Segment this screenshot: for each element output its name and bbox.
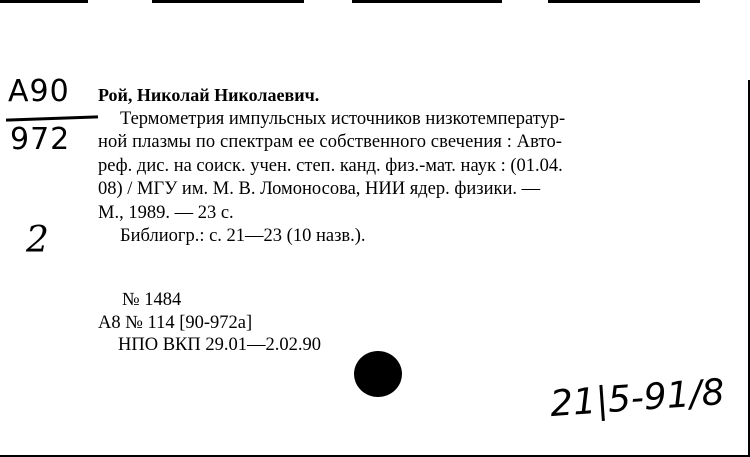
- description-line: реф. дис. на соиск. учен. степ. канд. физ.-мат. наук : (01.04.: [98, 155, 563, 176]
- npo-line: НПО ВКП 29.01—2.02.90: [118, 335, 321, 355]
- shelfmark-bottom: 972: [10, 122, 71, 157]
- acquisition-number: А8 № 114 [90-972а]: [98, 313, 253, 333]
- card-top-edge: [152, 0, 304, 3]
- card-top-edge: [352, 0, 502, 3]
- handwritten-bottom-note: 21|5-91/8: [548, 371, 726, 426]
- ink-hole: [354, 351, 402, 397]
- author-name: Рой, Николай Николаевич.: [98, 85, 320, 105]
- description-line: 08) / МГУ им. М. В. Ломоносова, НИИ ядер. физики. —: [98, 179, 541, 199]
- description-line: Термометрия импульсных источников низкотемператур-: [120, 108, 566, 129]
- record-number: № 1484: [122, 290, 182, 310]
- card-top-edge: [548, 0, 700, 3]
- shelfmark-divider: [6, 115, 98, 121]
- handwritten-mark: 2: [26, 220, 49, 261]
- bibliographic-entry: [98, 84, 718, 249]
- bibliography-note: Библиогр.: с. 21—23 (10 назв.).: [120, 226, 366, 246]
- description-line: ной плазмы по спектрам ее собственного свечения : Авто-: [98, 132, 563, 152]
- shelfmark-top: A90: [8, 74, 70, 109]
- description-line: М., 1989. — 23 с.: [98, 202, 234, 223]
- card-top-edge: [0, 0, 88, 3]
